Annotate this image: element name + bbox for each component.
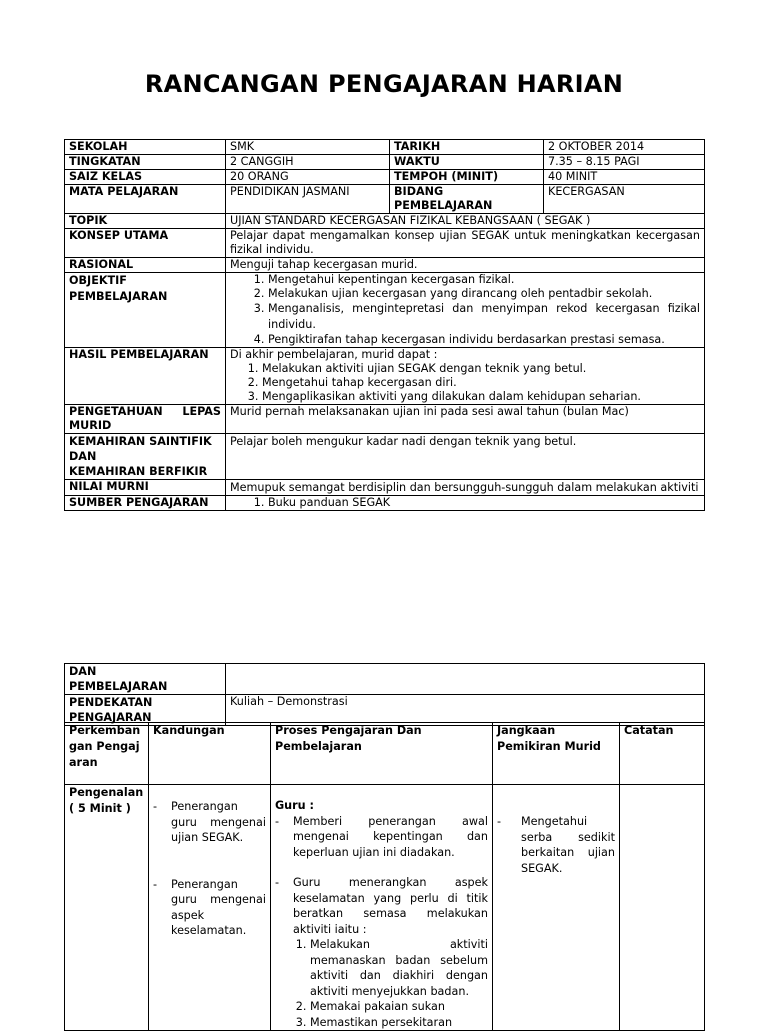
topik-value: UJIAN STANDARD KECERGASAN FIZIKAL KEBANGSAAN ( SEGAK ) (226, 214, 705, 229)
pengenalan-label: Pengenalan (69, 786, 144, 799)
lesson-info-table (64, 139, 705, 511)
guru-label: Guru : (275, 799, 314, 812)
list-item: 3. Memastikan persekitaran (310, 1015, 488, 1031)
kandungan-item: Penerangan guru mengenai ujian SEGAK. (171, 800, 266, 844)
rasional-label: RASIONAL (65, 258, 226, 273)
list-item (275, 875, 488, 937)
sekolah-value: SMK (226, 140, 390, 155)
header-kandungan: Kandungan (149, 723, 271, 785)
list-item (275, 814, 488, 861)
rasional-value: Menguji tahap kecergasan murid. (226, 258, 705, 273)
header-catatan: Catatan (620, 723, 705, 785)
table-row (65, 723, 705, 785)
list-item: 1. Melakukan aktiviti ujian SEGAK dengan teknik yang betul. (262, 362, 700, 376)
dash-bullet: - (275, 876, 280, 889)
jangkaan-item: Mengetahui serba sedikit berkaitan ujian SEGAK. (521, 815, 615, 875)
dan-label (65, 664, 226, 695)
list-item: 1. Mengetahui kepentingan kecergasan fizikal. (268, 273, 700, 287)
nilai-label: NILAI MURNI (65, 480, 226, 496)
nilai-value: Memupuk semangat berdisiplin dan bersungguh-sungguh dalam melakukan aktiviti (226, 480, 705, 496)
mata-label: MATA PELAJARAN (65, 185, 226, 214)
sekolah-label: SEKOLAH (65, 140, 226, 155)
teaching-steps-table (64, 722, 705, 1031)
bidang-value: KECERGASAN (544, 185, 705, 214)
kemahiran-label-line2: KEMAHIRAN BERFIKIR (69, 465, 208, 478)
konsep-value: Pelajar dapat mengamalkan konsep ujian SEGAK untuk meningkatkan kecergasan fizikal individu. (226, 229, 705, 258)
table-row (65, 140, 705, 155)
sumber-value (226, 496, 705, 511)
table-row (65, 695, 705, 726)
table-row (65, 664, 705, 695)
hasil-label: HASIL PEMBELAJARAN (65, 348, 226, 405)
list-item: 2. Mengetahui tahap kecergasan diri. (262, 376, 700, 390)
pengetahuan-value: Murid pernah melaksanakan ujian ini pada sesi awal tahun (bulan Mac) (226, 405, 705, 434)
list-item: 2. Memakai pakaian sukan (310, 999, 488, 1015)
objektif-list (230, 273, 700, 347)
table-row (65, 185, 705, 214)
tarikh-label: TARIKH (390, 140, 544, 155)
kandungan-cell (149, 785, 271, 1031)
kemahiran-label-line1: KEMAHIRAN SAINTIFIK DAN (69, 435, 212, 463)
pendekatan-value: Kuliah – Demonstrasi (226, 695, 705, 726)
pendekatan-label (65, 695, 226, 726)
table-row (65, 170, 705, 185)
list-item: 1. Buku panduan SEGAK (268, 496, 700, 510)
table-row (65, 434, 705, 480)
kemahiran-value: Pelajar boleh mengukur kadar nadi dengan teknik yang betul. (226, 434, 705, 480)
page-title: RANCANGAN PENGAJARAN HARIAN (144, 70, 624, 98)
table-row (65, 258, 705, 273)
tempoh-value: 40 MINIT (544, 170, 705, 185)
pengenalan-time: ( 5 Minit ) (69, 802, 131, 815)
proses-cell (271, 785, 493, 1031)
list-item: 2. Melakukan ujian kecergasan yang dirancang oleh pentadbir sekolah. (268, 287, 700, 301)
header-perkembangan: Perkembangan Pengajaran (65, 723, 149, 785)
dash-bullet: - (275, 814, 280, 828)
list-item: 4. Pengiktirafan tahap kecergasan individu berdasarkan prestasi semasa. (268, 333, 700, 347)
kemahiran-label (65, 434, 226, 480)
list-item: 3. Menganalisis, mengintepretasi dan menyimpan rekod kecergasan fizikal individu. (268, 301, 700, 333)
table-row (65, 405, 705, 434)
header-jangkaan: Jangkaan Pemikiran Murid (493, 723, 620, 785)
tingkatan-value: 2 CANGGIH (226, 155, 390, 170)
jangkaan-cell (493, 785, 620, 1031)
list-item (153, 877, 266, 939)
bidang-label: BIDANG PEMBELAJARAN (390, 185, 544, 214)
topik-label: TOPIK (65, 214, 226, 229)
proses-item: Memberi penerangan awal mengenai kepentingan dan keperluan ujian ini diadakan. (293, 814, 488, 859)
table-row (65, 273, 705, 348)
saiz-value: 20 ORANG (226, 170, 390, 185)
hasil-intro: Di akhir pembelajaran, murid dapat : (230, 348, 438, 361)
header-proses: Proses Pengajaran Dan Pembelajaran (271, 723, 493, 785)
tempoh-label: TEMPOH (MINIT) (390, 170, 544, 185)
waktu-value: 7.35 – 8.15 PAGI (544, 155, 705, 170)
mata-value: PENDIDIKAN JASMANI (226, 185, 390, 214)
tingkatan-label: TINGKATAN (65, 155, 226, 170)
proses-list (275, 937, 488, 1030)
dash-bullet: - (153, 877, 158, 891)
pengetahuan-label: PENGETAHUAN LEPAS MURID (65, 405, 226, 434)
hasil-list (230, 362, 700, 404)
table-row (65, 496, 705, 511)
catatan-cell (620, 785, 705, 1031)
table-row (65, 155, 705, 170)
list-item: 3. Mengaplikasikan aktiviti yang dilakukan dalam kehidupan seharian. (262, 390, 700, 404)
saiz-label: SAIZ KELAS (65, 170, 226, 185)
kandungan-item: Penerangan guru mengenai aspek keselamatan. (171, 877, 266, 937)
sumber-label: SUMBER PENGAJARAN (65, 496, 226, 511)
objektif-label-text: OBJEKTIF PEMBELAJARAN (69, 274, 168, 303)
pengenalan-cell (65, 785, 149, 1031)
dash-bullet: - (497, 815, 502, 828)
dan-value (226, 664, 705, 695)
approach-table (64, 663, 705, 726)
pendekatan-label-text: PENDEKATAN PENGAJARAN (69, 696, 153, 724)
table-row (65, 229, 705, 258)
objektif-label (65, 273, 226, 348)
list-item: 1. Melakukan aktiviti memanaskan badan sebelum aktiviti dan diakhiri dengan aktiviti menyejukkan badan. (310, 937, 488, 999)
table-row (65, 480, 705, 496)
list-item (497, 814, 615, 876)
tarikh-value: 2 OKTOBER 2014 (544, 140, 705, 155)
objektif-value (226, 273, 705, 348)
sumber-list (230, 496, 700, 510)
table-row (65, 785, 705, 1031)
table-row (65, 214, 705, 229)
hasil-value (226, 348, 705, 405)
dash-bullet: - (153, 800, 158, 813)
konsep-label: KONSEP UTAMA (65, 229, 226, 258)
proses-item: Guru menerangkan aspek keselamatan yang perlu di titik beratkan semasa melakukan aktiviti iaitu : (293, 876, 488, 936)
dan-label-text: DAN PEMBELAJARAN (69, 665, 168, 693)
list-item (153, 799, 266, 846)
table-row (65, 348, 705, 405)
waktu-label: WAKTU (390, 155, 544, 170)
